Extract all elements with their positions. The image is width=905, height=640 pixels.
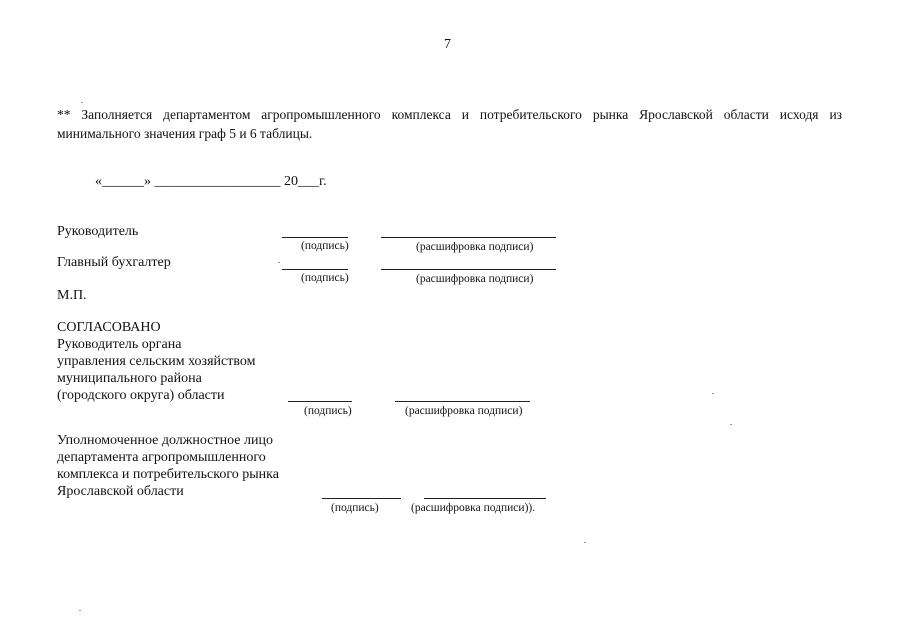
head-signature-line: [282, 237, 348, 238]
head-decoding-line: [381, 237, 556, 238]
authorized-decoding-line: [424, 498, 546, 499]
agreed-signature-caption: (подпись): [304, 405, 352, 417]
authorized-line: Уполномоченное должностное лицо: [57, 433, 273, 448]
seal-label: М.П.: [57, 288, 87, 303]
chief-accountant-label: Главный бухгалтер: [57, 255, 171, 270]
authorized-decoding-caption: (расшифровка подписи)).: [411, 502, 536, 514]
agreed-line: Руководитель органа: [57, 337, 182, 352]
authorized-block: [57, 432, 317, 500]
agreed-line: муниципального района: [57, 371, 202, 386]
accountant-signature-line: [282, 269, 348, 270]
agreed-line: управления сельским хозяйством: [57, 354, 256, 369]
head-signature-caption: (подпись): [301, 240, 349, 252]
authorized-signature-caption: (подпись): [331, 502, 379, 514]
agreed-decoding-caption: (расшифровка подписи): [405, 405, 523, 417]
scan-speck: [730, 424, 732, 425]
footnote: ** Заполняется департаментом агропромышленного комплекса и потребительского рынка Ярославской области исходя из минимального значения граф 5 и 6 таблицы.: [57, 107, 842, 141]
agreed-title: СОГЛАСОВАНО: [57, 320, 161, 335]
accountant-decoding-line: [381, 269, 556, 270]
scan-speck: [79, 610, 81, 611]
authorized-line: Ярославской области: [57, 484, 184, 499]
scan-speck: [584, 542, 586, 543]
accountant-signature-caption: (подпись): [301, 272, 349, 284]
agreed-line: (городского округа) области: [57, 388, 225, 403]
scan-speck: [278, 262, 280, 263]
head-label: Руководитель: [57, 224, 139, 239]
authorized-line: комплекса и потребительского рынка: [57, 467, 279, 482]
scan-speck: [81, 102, 83, 103]
page-number: 7: [444, 37, 451, 52]
date-line: «______» __________________ 20___г.: [95, 174, 327, 189]
agreed-signature-line: [288, 401, 352, 402]
authorized-signature-line: [322, 498, 401, 499]
scan-speck: [712, 393, 714, 394]
head-decoding-caption: (расшифровка подписи): [416, 241, 534, 253]
agreed-decoding-line: [395, 401, 530, 402]
agreed-block: [57, 319, 317, 404]
authorized-line: департамента агропромышленного: [57, 450, 266, 465]
accountant-decoding-caption: (расшифровка подписи): [416, 273, 534, 285]
